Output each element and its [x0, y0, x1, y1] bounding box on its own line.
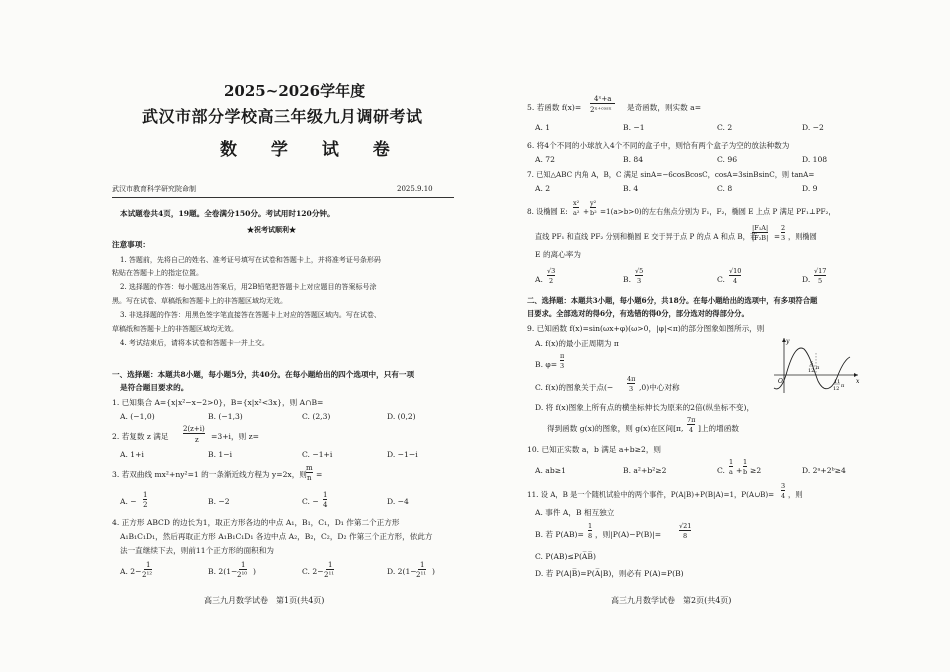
q8-c-den: 4 — [733, 277, 738, 285]
q11-b-rnum: √21 — [679, 522, 692, 530]
q10-c-post: ≥2 — [750, 466, 762, 475]
q4-a-den: 2¹² — [142, 571, 153, 579]
q9-b-den: 3 — [560, 362, 565, 370]
issuer: 武汉市教育科学研究院命制 — [112, 185, 196, 193]
q8-stem-post: =1(a>b>0)的左右焦点分别为 F₁，F₂，椭圆 E 上点 P 满足 PF₁⊥PF₂， — [600, 207, 836, 216]
q3-a-den: 2 — [143, 501, 148, 509]
q4-option-d: D. 2(1− — [387, 567, 417, 576]
q4-stem-cont: A₁B₁C₁D₁，然后再取正方形 A₁B₁C₁D₁ 各边中点 A₂，B₂，C₂，D₂ 作第三个正方形，依此方 — [120, 532, 433, 541]
q8-ex-a: a² — [573, 209, 580, 217]
q7-option-c: C. 8 — [717, 184, 733, 193]
q3-option-c: C. − — [302, 497, 319, 506]
q7-option-a: A. 2 — [535, 184, 551, 193]
q9-sine-graph — [772, 335, 862, 395]
q4-b-den: 2¹⁰ — [237, 571, 248, 579]
q9-option-c-pre: C. f(x)的图象关于点(− — [535, 383, 614, 392]
tick1-pi: π — [816, 365, 820, 371]
tick2-pi: π — [841, 383, 845, 389]
q3-c-num: 1 — [323, 491, 328, 499]
footer-page-2: 高三九月数学试卷 第2页(共4页) — [611, 596, 732, 605]
q9-b-num: π — [560, 352, 565, 360]
q7-option-b: B. 4 — [623, 184, 639, 193]
q8-d-den: 5 — [818, 277, 823, 285]
q10-option-d: D. 2ᵃ+2ᵇ≥4 — [802, 466, 846, 475]
q9-option-b-pre: B. φ= — [535, 360, 558, 369]
q4-b-close: ) — [253, 567, 256, 576]
q9-option-a: A. f(x)的最小正周期为 π — [535, 339, 619, 348]
q4-c-num: 1 — [328, 561, 333, 569]
q3-frac-num: m — [306, 464, 313, 472]
q4-stem-cont: 法一直继续下去，则前11个正方形的面积和为 — [120, 546, 274, 555]
q3-frac-den: n — [307, 474, 312, 482]
q2-option-d: D. −1−i — [387, 450, 418, 459]
q8-line2-pre: 直线 PF₁ 和直线 PF₂ 分别和椭圆 E 交于异于点 P 的点 A 和点 B，若 — [535, 232, 758, 241]
note-line: 黑。写在试卷、草稿纸和答题卡上的非答题区域均无效。 — [112, 297, 287, 305]
q2-frac-den: z — [195, 436, 199, 444]
q4-a-num: 1 — [146, 561, 151, 569]
q3-stem-pre: 3. 若双曲线 mx²+ny²=1 的一条渐近线方程为 y=2x，则 — [112, 470, 307, 479]
q1-option-c: C. (2,3) — [302, 412, 331, 421]
y-label: y — [786, 338, 790, 345]
q6-option-c: C. 96 — [717, 155, 738, 164]
q6-option-a: A. 72 — [535, 155, 555, 164]
note-line: 粘贴在答题卡上的指定位置。 — [112, 269, 203, 277]
exam-year: 2025~2026学年度 — [224, 82, 366, 100]
q4-option-c: C. 2− — [302, 567, 324, 576]
q8-option-d: D. — [802, 275, 811, 284]
q2-option-c: C. −1+i — [302, 450, 333, 459]
q7-stem: 7. 已知△ABC 内角 A，B，C 满足 sinA=−6cosBcosC，cosA=3sinBsinC，则 tanA= — [527, 170, 815, 179]
q2-stem-post: =3+i，则 z= — [211, 432, 259, 441]
q11-b-den: 8 — [588, 532, 593, 540]
q10-option-a: A. ab≥1 — [535, 466, 566, 475]
q11-stem-num: 3 — [781, 482, 786, 490]
q4-stem: 4. 正方形 ABCD 的边长为1，取正方形各边的中点 A₁，B₁，C₁，D₁ 作第二个正方形 — [112, 518, 400, 527]
q8-ex-x: x² — [573, 199, 580, 207]
notes-heading: 注意事项： — [112, 240, 150, 249]
q11-stem-post: ，则 — [788, 490, 803, 499]
q10-c-den1: a — [729, 468, 733, 476]
section1-heading-cont: 是符合题目要求的。 — [120, 383, 189, 392]
q2-option-b: B. 1−i — [208, 450, 233, 459]
q2-option-a: A. 1+i — [120, 450, 144, 459]
q11-option-a: A. 事件 A，B 相互独立 — [535, 508, 615, 517]
q3-option-b: B. −2 — [208, 497, 230, 506]
q9-stem: 9. 已知函数 f(x)=sin(ωx+φ)(ω>0，|φ|<π)的部分图象如图所示，则 — [527, 324, 765, 333]
q8-b-num: √5 — [635, 267, 644, 275]
q8-ratio-num: |F₁A| — [752, 224, 769, 232]
q3-option-a: A. − — [120, 497, 137, 506]
exam-title: 武汉市部分学校高三年级九月调研考试 — [142, 107, 423, 126]
q11-option-b-mid: ，则|P(A)−P(B)|= — [595, 530, 662, 539]
q10-c-num2: 1 — [743, 458, 748, 466]
q10-c-num1: 1 — [729, 458, 734, 466]
q3-option-d: D. −4 — [387, 497, 409, 506]
q1-option-d: D. (0,2) — [387, 412, 416, 421]
q4-d-den: 2¹¹ — [416, 571, 427, 579]
header-divider — [112, 197, 454, 198]
q6-option-b: B. 84 — [623, 155, 644, 164]
q10-c-den2: b — [743, 468, 748, 476]
q11-option-c: C. P(AB)≤P(A̅B̅) — [535, 552, 596, 561]
note-line: 4. 考试结束后，请将本试卷和答题卡一并上交。 — [120, 339, 269, 347]
q9-d-den: 4 — [689, 426, 694, 434]
q8-ex-y: y² — [590, 199, 597, 207]
q8-plus: + — [583, 207, 590, 216]
q10-stem: 10. 已知正实数 a，b 满足 a+b≥2，则 — [527, 445, 662, 454]
tick1-den: 12 — [808, 368, 815, 374]
q4-option-a: A. 2− — [120, 567, 142, 576]
section2-heading: 二、选择题：本题共3小题，每小题6分，共18分。在每小题给出的选项中，有多项符合题 — [527, 296, 818, 305]
tick2-num: 11 — [834, 379, 841, 385]
q11-b-num: 1 — [588, 522, 593, 530]
note-line: 1. 答题前，先将自己的姓名、准考证号填写在试卷和答题卡上，并将准考证号条形码 — [120, 256, 381, 264]
q8-c-num: √10 — [729, 267, 742, 275]
tick2-den: 12 — [833, 386, 840, 392]
q8-line3: E 的离心率为 — [535, 250, 581, 259]
q5-option-c: C. 2 — [717, 123, 733, 132]
q8-r-den: 3 — [781, 234, 786, 242]
section2-heading-cont: 目要求。全部选对的得6分，有选错的得0分，部分选对的得部分分。 — [527, 309, 749, 318]
origin-label: O — [778, 378, 783, 385]
q7-option-d: D. 9 — [802, 184, 818, 193]
q8-option-a: A. — [535, 275, 543, 284]
q9-option-d: D. 将 f(x)图象上所有点的横坐标伸长为原来的2倍(纵坐标不变)， — [535, 403, 755, 412]
q10-c-plus: + — [736, 466, 743, 475]
q1-stem: 1. 已知集合 A={x|x²−x−2>0}，B={x|x²<3x}，则 A∩B= — [112, 398, 324, 407]
q11-b-rden: 8 — [683, 532, 688, 540]
q1-option-b: B. (−1,3) — [208, 412, 243, 421]
q9-c-num: 4π — [627, 375, 636, 383]
q8-option-b: B. — [623, 275, 631, 284]
q9-option-d-pre: 得到函数 g(x)的图象，则 g(x)在区间[π, — [547, 424, 684, 433]
q8-a-den: 2 — [549, 277, 554, 285]
x-axis-arrow — [854, 373, 858, 377]
tick1-num: 5 — [810, 361, 814, 367]
q4-b-num: 1 — [241, 561, 246, 569]
exam-date: 2025.9.10 — [397, 185, 433, 193]
q5-frac-den: 2ˣ⁺ᶜᵒˢˣ — [590, 106, 612, 114]
q10-option-b: B. a²+b²≥2 — [623, 466, 667, 475]
q11-option-d: D. 若 P(A|B̅)=P(A̅|B)，则必有 P(A)=P(B) — [535, 569, 684, 578]
note-line: 草稿纸和答题卡上的非答题区域均无效。 — [112, 325, 238, 333]
section1-heading: 一、选择题：本题共8小题，每小题5分，共40分。在每小题给出的四个选项中，只有一项 — [112, 370, 415, 379]
q2-stem-pre: 2. 若复数 z 满足 — [112, 432, 169, 441]
exam-info: 本试题卷共4页，19题。全卷满分150分。考试用时120分钟。 — [120, 209, 335, 218]
q10-option-c: C. — [717, 466, 725, 475]
q8-ex-b: b² — [590, 209, 597, 217]
q9-c-den: 3 — [629, 385, 634, 393]
q5-option-a: A. 1 — [535, 123, 551, 132]
q2-frac-num: 2(z+i) — [183, 425, 205, 433]
q9-d-num: 7π — [687, 416, 696, 424]
q4-c-den: 2¹¹ — [324, 571, 335, 579]
q5-option-d: D. −2 — [802, 123, 824, 132]
q11-stem-pre: 11. 设 A，B 是一个随机试验中的两个事件，P(A|B)+P(B|A)=1，P(A∪B)= — [527, 490, 775, 499]
good-luck: ★祝考试顺利★ — [247, 225, 296, 234]
q3-c-den: 4 — [323, 501, 328, 509]
q6-option-d: D. 108 — [802, 155, 828, 164]
q9-option-d-post: ]上的增函数 — [698, 424, 739, 433]
q9-option-c-post: ,0)中心对称 — [639, 383, 680, 392]
q4-d-close: ) — [432, 567, 435, 576]
q5-frac-num: 4ˣ+a — [590, 95, 615, 104]
q8-d-num: √17 — [814, 267, 827, 275]
q4-d-num: 1 — [420, 561, 425, 569]
q8-eq: = — [774, 232, 781, 241]
q5-stem-pre: 5. 若函数 f(x)= — [527, 103, 582, 112]
q8-b-den: 3 — [637, 277, 642, 285]
q8-stem-pre: 8. 设椭圆 E: — [527, 207, 568, 216]
q8-line2-end: ，则椭圆 — [788, 232, 817, 241]
q8-a-num: √3 — [547, 267, 556, 275]
x-label: x — [856, 378, 860, 385]
q1-option-a: A. (−1,0) — [120, 412, 155, 421]
footer-page-1: 高三九月数学试卷 第1页(共4页) — [204, 596, 325, 605]
subject-title: 数 学 试 卷 — [220, 140, 404, 160]
q8-ratio-den: |F₂B| — [752, 234, 769, 242]
note-line: 2. 选择题的作答：每小题选出答案后，用2B铅笔把答题卡上对应题目的答案标号涂 — [120, 283, 377, 291]
q8-r-num: 2 — [781, 224, 786, 232]
q5-option-b: B. −1 — [623, 123, 645, 132]
q3-a-num: 1 — [143, 491, 148, 499]
q8-option-c: C. — [717, 275, 725, 284]
q4-option-b: B. 2(1− — [208, 567, 238, 576]
q11-option-b-pre: B. 若 P(AB)= — [535, 530, 584, 539]
q5-stem-post: 是奇函数，则实数 a= — [627, 103, 702, 112]
q3-stem-post: = — [316, 470, 323, 479]
q11-stem-den: 4 — [781, 492, 786, 500]
note-line: 3. 非选择题的作答：用黑色签字笔直接答在答题卡上对应的答题区域内。写在试卷、 — [120, 311, 381, 319]
q6-stem: 6. 将4个不同的小球放入4个不同的盒子中，则恰有两个盒子为空的放法种数为 — [527, 141, 790, 150]
